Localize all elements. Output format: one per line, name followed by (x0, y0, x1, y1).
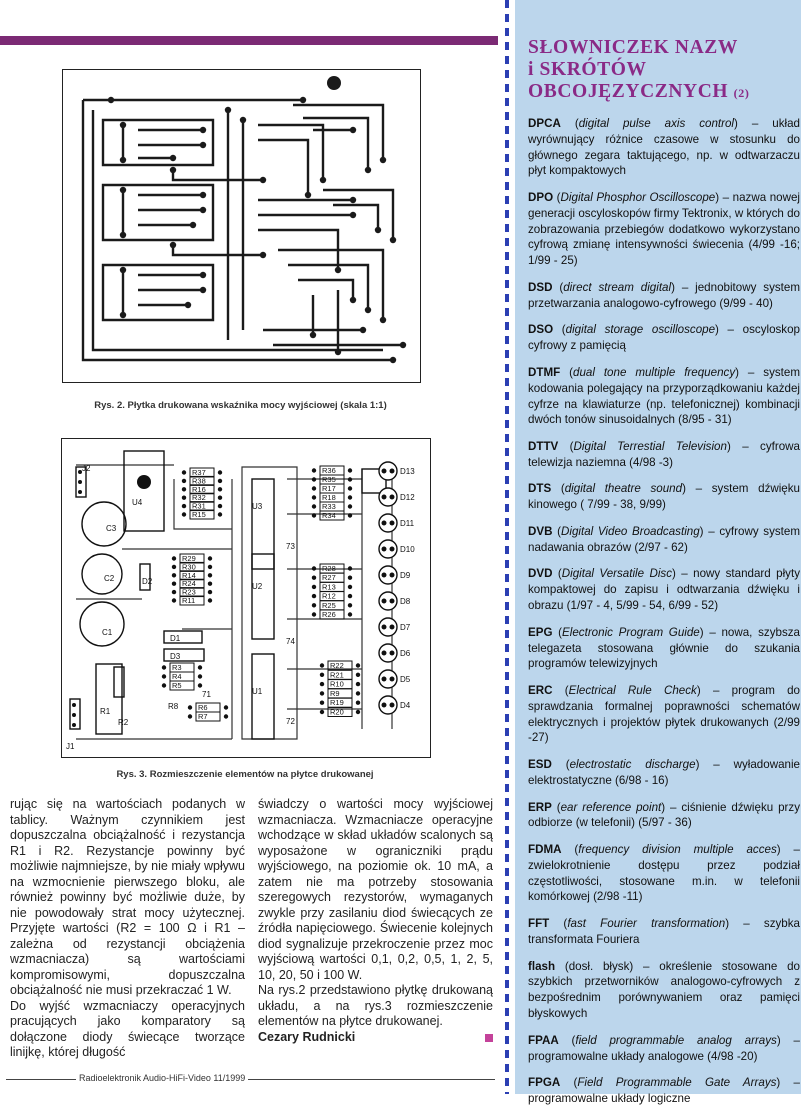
led-pad (382, 573, 387, 578)
footer-text: Radioelektronik Audio-HiFi-Video 11/1999 (76, 1073, 248, 1083)
resistor-pad (312, 513, 316, 517)
glossary-description: – szybka transformata Fouriera (528, 917, 800, 946)
resistor-pad (320, 691, 324, 695)
resistor-pad (312, 585, 316, 589)
glossary-expansion: electrostatic discharge (569, 758, 696, 772)
resistor-pad (312, 495, 316, 499)
glossary-entry: FDMA (frequency division multiple acces) – zwielokrotnienie dostępu przez podział częstotliwości, stosowane m.in. w telefonii komórkowej (2/98 -11) (528, 843, 801, 904)
resistor-label: R33 (322, 502, 336, 511)
resistor-label: R3 (172, 663, 182, 672)
glossary-description: – programowalne układy logiczne (528, 1076, 800, 1105)
glossary-term: DSD (528, 280, 553, 294)
resistor-label: R28 (322, 564, 336, 573)
glossary-term: DVD (528, 567, 553, 581)
resistor-pad (348, 603, 352, 607)
resistor-pad (348, 566, 352, 570)
resistor-pad (172, 590, 176, 594)
led-pad (390, 651, 395, 656)
resistor-pad (198, 683, 202, 687)
glossary-entry: FPAA (field programmable analog arrays) – programowalne układy analogowe (4/98 -20) (528, 1033, 800, 1063)
resistor-pad (172, 598, 176, 602)
resistor-label: R5 (172, 681, 182, 690)
label-U3: U3 (252, 502, 263, 511)
component-layout-figure (61, 438, 431, 758)
article-column-2 (258, 797, 493, 1045)
label-J1: J1 (66, 742, 75, 751)
end-of-article-mark (485, 1034, 493, 1042)
label-R8: R8 (168, 702, 179, 711)
glossary-entry: DSO (digital storage oscilloscope) – oscyloskop cyfrowy z pamięcią (528, 323, 801, 353)
glossary-description: – nazwa nowej generacji oscyloskopów firmy Tektronix, w których do zobrazowania przebiegów dodatkowo wykorzystano cyfrową zmianę intensywności świecenia (4/99 -16; 1/99 - 25) (528, 191, 800, 268)
resistor-pad (224, 714, 228, 718)
glossary-entry: DPO (Digital Phosphor Oscilloscope) – nazwa nowej generacji oscyloskopów firmy Tektronix, w których do zobrazowania przebiegów dodatkowo wykorzystano cyfrową zmianę intensywności świecenia (4/99 -16; 1/99 - 25) (528, 191, 800, 268)
led-label: D11 (400, 519, 415, 528)
resistor-label: R15 (192, 510, 206, 519)
led-label: D4 (400, 701, 411, 710)
glossary-entries (528, 116, 800, 1118)
led-pad (390, 495, 395, 500)
resistor-pad (208, 565, 212, 569)
label-Z74: 74 (286, 637, 295, 646)
glossary-entry: DVD (Digital Versatile Disc) – nowy standard płyty kompaktowej do zapisu i odtwarzania dźwięku i obrazu (1/97 - 4, 5/99 - 54, 6/99 - 52) (528, 567, 800, 613)
resistor-pad (162, 674, 166, 678)
glossary-expansion: dual tone multiple frequency (573, 365, 736, 379)
resistor-label: R16 (192, 484, 206, 494)
resistor-pad (348, 477, 352, 481)
label-J2: J2 (82, 464, 91, 473)
resistor-pad (312, 576, 316, 580)
resistor-label: R26 (322, 610, 336, 619)
resistor-label: R23 (182, 587, 196, 597)
led-pad (382, 651, 387, 656)
glossary-entry: ESD (electrostatic discharge) – wyładowanie elektrostatyczne (6/98 - 16) (528, 758, 800, 787)
component-layout-drawing (62, 439, 430, 757)
resistor-label: R36 (322, 466, 336, 475)
label-C2: C2 (104, 574, 115, 583)
led-pad (390, 573, 395, 578)
led-pad (382, 703, 387, 708)
resistor-pad (312, 594, 316, 598)
glossary-sidebar (515, 0, 801, 1105)
glossary-entry: DTS (digital theatre sound) – system dźwięku kinowego ( 7/99 - 38, 9/99) (528, 482, 801, 512)
glossary-term: FPAA (528, 1033, 559, 1047)
resistor-label: R24 (182, 579, 196, 589)
resistor-pad (312, 504, 316, 508)
glossary-entry: FPGA (Field Programmable Gate Arrays) – programowalne układy logiczne (528, 1076, 800, 1105)
resistor-pad (198, 674, 202, 678)
figure-caption-layout: Rys. 3. Rozmieszczenie elementów na płytce drukowanej (116, 769, 374, 780)
resistor-label: R22 (330, 661, 344, 670)
resistor-pad (224, 705, 228, 709)
resistor-pad (172, 573, 176, 577)
glossary-description: – wyładowanie elektrostatyczne (6/98 - 16) (528, 758, 800, 787)
paragraph: rując się na wartościach podanych w tablicy. Ważnym czynnikiem jest dopuszczalna obciążalność i rezystancja R1 i R2. Rezystancje powinny być możliwie najmniejsze, by nie miały wpływu na wzmocnienie pierwszego bloku, ale również powinny być możliwie duże, by nie powodowały strat mocy użytecznej. Przyjęte wartości (R2 = 100 Ω i R1 – zależna od rezystancji obciążenia wzmacniacza) są wartościami kompromisowymi, dopuszczalna obciążalność nie musi przekraczać 1 W. (10, 797, 245, 997)
resistor-label: R10 (330, 679, 344, 689)
sidebar-title (528, 37, 798, 104)
resistor-pad (172, 565, 176, 569)
resistor-pad (348, 468, 352, 472)
resistor-label: R38 (192, 476, 206, 486)
figure-caption-pcb: Rys. 2. Płytka drukowana wskaźnika mocy wyjściowej (skala 1:1) (94, 400, 387, 411)
led-label: D12 (400, 493, 415, 502)
resistor-pad (218, 487, 222, 491)
led-pad (382, 495, 387, 500)
led-label: D8 (400, 597, 411, 606)
glossary-expansion: Digital Phosphor Oscilloscope (560, 191, 716, 205)
glossary-term: DVB (528, 524, 553, 538)
glossary-expansion: digital pulse axis control (578, 117, 735, 130)
label-C3: C3 (106, 524, 117, 533)
glossary-term: DTTV (528, 440, 559, 453)
resistor-pad (188, 705, 192, 709)
resistor-label: R19 (330, 698, 344, 708)
glossary-description: – programowalne układy analogowe (4/98 -20) (528, 1033, 800, 1063)
glossary-entry: DTTV (Digital Terrestial Television) – cyfrowa telewizja naziemna (4/98 -3) (528, 440, 800, 469)
resistor-pad (208, 590, 212, 594)
resistor-pad (208, 582, 212, 586)
resistor-label: R21 (330, 670, 344, 680)
glossary-term: FDMA (528, 843, 562, 857)
glossary-description: – system kodowania polegający na przyporządkowaniu każdej cyfrze na klawiaturze (np. telefonicznej) kombinacji dwóch tonów sinusoidalnych (8/95 - 31) (528, 365, 801, 427)
resistor-pad (320, 710, 324, 714)
led-pad (390, 599, 395, 604)
resistor-pad (182, 512, 186, 516)
glossary-term: DPO (528, 191, 554, 205)
led-pad (390, 469, 395, 474)
glossary-term: ESD (528, 758, 552, 772)
resistor-pad (356, 691, 360, 695)
title-number: (2) (733, 86, 750, 100)
resistor-label: R12 (322, 591, 336, 601)
resistor-pad (208, 598, 212, 602)
glossary-description: – jednobitowy system przetwarzania analogowo-cyfrowego (9/99 - 40) (528, 280, 800, 310)
resistor-label: R7 (198, 712, 208, 721)
resistor-pad (348, 576, 352, 580)
resistor-pad (312, 477, 316, 481)
label-U1: U1 (252, 687, 263, 696)
glossary-expansion: Digital Terrestial Television (573, 440, 727, 453)
resistor-label: R37 (192, 468, 206, 477)
resistor-pad (312, 612, 316, 616)
resistor-pad (312, 486, 316, 490)
resistor-pad (348, 495, 352, 499)
resistor-label: R14 (182, 570, 196, 580)
glossary-description: – cyfrowy system nadawania obrazów (2/97 - 62) (528, 524, 800, 554)
resistor-label: R29 (182, 554, 196, 563)
glossary-term: DSO (528, 323, 554, 337)
label-Z72: 72 (286, 717, 295, 726)
paragraph: Do wyjść wzmacniaczy operacyjnych pracujących jako komparatory są dołączone diody świecące tworzące linijkę, której długość (10, 998, 245, 1059)
resistor-pad (208, 573, 212, 577)
label-D2: D2 (142, 577, 153, 586)
resistor-label: R27 (322, 573, 336, 583)
resistor-pad (320, 673, 324, 677)
glossary-expansion: digital theatre sound (564, 482, 683, 496)
resistor-label: R35 (322, 475, 336, 484)
resistor-pad (182, 479, 186, 483)
resistor-label: R20 (330, 707, 344, 717)
glossary-expansion: ear reference point (560, 800, 662, 814)
paragraph: Na rys.2 przedstawiono płytkę drukowaną układu, a na rys.3 rozmieszczenie elementów na płytce drukowanej. (258, 983, 493, 1028)
resistor-pad (182, 487, 186, 491)
resistor-pad (182, 496, 186, 500)
column-divider (505, 0, 509, 1094)
resistor-pad (172, 556, 176, 560)
led-label: D6 (400, 649, 411, 658)
resistor-pad (348, 513, 352, 517)
resistor-pad (356, 682, 360, 686)
resistor-pad (218, 479, 222, 483)
glossary-term: FFT (528, 917, 550, 931)
resistor-pad (188, 714, 192, 718)
resistor-label: R13 (322, 582, 336, 592)
label-Z71: 71 (202, 690, 211, 699)
glossary-description: (dosł. błysk) – określenie stosowane do szybkich przetworników analogowo-cyfrowych z bezpośrednim porównywaniem oraz pamięci błyskowych (528, 959, 800, 1021)
glossary-expansion: fast Fourier transformation (567, 917, 726, 931)
led-label: D13 (400, 467, 415, 476)
resistor-label: R17 (322, 484, 336, 493)
glossary-entry: DVB (Digital Video Broadcasting) – cyfrowy system nadawania obrazów (2/97 - 62) (528, 524, 800, 554)
title-line: i SKRÓTÓW (528, 59, 647, 80)
glossary-expansion: Field Programmable Gate Arrays (577, 1076, 777, 1090)
resistor-pad (356, 710, 360, 714)
glossary-entry: DPCA (digital pulse axis control) – układ wyrównujący różnice czasowe w stosunku do głównego zegara taktującego, np. w odtwarzaczu płyt kompaktowych (528, 117, 800, 178)
led-pad (382, 599, 387, 604)
led-pad (390, 625, 395, 630)
glossary-entry: DSD (direct stream digital) – jednobitowy system przetwarzania analogowo-cyfrowego (9/99 - 40) (528, 280, 800, 310)
led-label: D9 (400, 571, 411, 580)
glossary-description: – nowy standard płyty kompaktowej do zapisu i odtwarzania dźwięku i obrazu (1/97 - 4, 5/99 - 54, 6/99 - 52) (528, 567, 800, 613)
led-pad (390, 521, 395, 526)
glossary-expansion: digital storage oscilloscope (565, 323, 716, 337)
resistor-pad (320, 663, 324, 667)
glossary-expansion: field programmable analog arrays (575, 1033, 777, 1047)
glossary-entry: DTMF (dual tone multiple frequency) – system kodowania polegający na przyporządkowaniu każdej cyfrze na klawiaturze (np. telefonicznej) kombinacji dwóch tonów sinusoidalnych (8/95 - 31) (528, 365, 801, 427)
pcb-trace-drawing (63, 70, 420, 382)
resistor-pad (198, 665, 202, 669)
resistor-pad (320, 682, 324, 686)
led-pad (382, 677, 387, 682)
glossary-term: DPCA (528, 117, 561, 130)
glossary-entry: ERP (ear reference point) – ciśnienie dźwięku przy odbiorze (w telefonii) (5/97 - 36) (528, 800, 800, 830)
resistor-label: R31 (192, 501, 206, 511)
glossary-description: – cyfrowa telewizja naziemna (4/98 -3) (528, 440, 800, 469)
label-Z73: 73 (286, 542, 295, 551)
glossary-term: FPGA (528, 1076, 561, 1090)
label-U4: U4 (132, 498, 143, 507)
glossary-term: ERC (528, 684, 553, 698)
resistor-pad (320, 701, 324, 705)
glossary-description: – zwielokrotnienie dostępu przez podział częstotliwości, stosowane m.in. w telefonii komórkowej (2/98 -11) (528, 843, 801, 904)
led-pad (390, 547, 395, 552)
label-C1: C1 (102, 628, 113, 637)
glossary-description: – system dźwięku kinowego ( 7/99 - 38, 9/99) (528, 482, 801, 512)
glossary-expansion: direct stream digital (563, 280, 672, 294)
glossary-entry: FFT (fast Fourier transformation) – szybka transformata Fouriera (528, 917, 800, 946)
led-label: D5 (400, 675, 411, 684)
led-pad (382, 547, 387, 552)
glossary-expansion: Digital Video Broadcasting (561, 524, 700, 538)
author-name: Cezary Rudnicki (258, 1029, 356, 1044)
title-line: OBCOJĘZYCZNYCH (528, 81, 729, 102)
glossary-term: DTMF (528, 365, 561, 379)
led-pad (382, 625, 387, 630)
resistor-pad (218, 504, 222, 508)
resistor-pad (348, 612, 352, 616)
resistor-pad (348, 585, 352, 589)
led-pad (390, 677, 395, 682)
glossary-expansion: Electrical Rule Check (568, 684, 697, 698)
glossary-expansion: frequency division multiple acces (578, 843, 777, 857)
resistor-label: R11 (182, 596, 196, 605)
resistor-label: R32 (192, 493, 206, 503)
led-pad (382, 469, 387, 474)
resistor-label: R6 (198, 703, 208, 712)
label-U2: U2 (252, 582, 263, 591)
glossary-term: EPG (528, 625, 553, 639)
paragraph: świadczy o wartości mocy wyjściowej wzmacniacza. Wzmacniacze operacyjne wchodzące w skład układów scalonych są wyposażone w ograniczniki prądu wyjściowego, na poziomie ok. 10 mA, a zatem nie ma potrzeby stosowania szeregowych rezystorów, wymaganych zwykle przy zasilaniu diod świecących ze źródła napięciowego. Świecenie kolejnych diod sygnalizuje przekroczenie przez moc wyjściową wartości 0,1, 0,2, 0,5, 1, 2, 5, 10, 20, 50 i 100 W. (258, 797, 493, 982)
resistor-pad (218, 512, 222, 516)
glossary-term: flash (528, 959, 556, 973)
glossary-description: – układ wyrównujący różnice czasowe w stosunku do głównego zegara taktującego, np. w odtwarzaczu płyt kompaktowych (528, 117, 800, 178)
glossary-description: – ciśnienie dźwięku przy odbiorze (w telefonii) (5/97 - 36) (528, 800, 800, 830)
resistor-pad (348, 504, 352, 508)
resistor-pad (348, 594, 352, 598)
resistor-pad (182, 504, 186, 508)
led-label: D7 (400, 623, 411, 632)
resistor-label: R30 (182, 562, 196, 572)
resistor-pad (182, 470, 186, 474)
label-R2: R2 (118, 718, 129, 727)
resistor-pad (208, 556, 212, 560)
resistor-pad (162, 683, 166, 687)
glossary-term: ERP (528, 800, 552, 814)
led-label: D10 (400, 545, 415, 554)
label-D1: D1 (170, 634, 181, 643)
glossary-description: – nowa, szybsza telegazeta stosowana głównie do szukania programów telewizyjnych (528, 625, 800, 671)
resistor-pad (312, 566, 316, 570)
glossary-expansion: Digital Versatile Disc (561, 567, 673, 581)
resistor-pad (356, 701, 360, 705)
glossary-entry: ERC (Electrical Rule Check) – program do sprawdzania formalnej poprawności schematów elektrycznych i projektów płytek drukowanych (2/99 -27) (528, 684, 800, 745)
resistor-pad (312, 603, 316, 607)
resistor-pad (356, 663, 360, 667)
resistor-label: R9 (330, 688, 340, 698)
resistor-pad (348, 486, 352, 490)
resistor-label: R4 (172, 672, 182, 681)
resistor-label: R25 (322, 600, 336, 610)
glossary-entry: EPG (Electronic Program Guide) – nowa, szybsza telegazeta stosowana głównie do szukania programów telewizyjnych (528, 625, 800, 671)
label-D3: D3 (170, 652, 181, 661)
led-pad (382, 521, 387, 526)
resistor-pad (356, 673, 360, 677)
resistor-pad (172, 582, 176, 586)
glossary-description: – oscyloskop cyfrowy z pamięcią (528, 323, 801, 353)
pcb-trace-figure (62, 69, 421, 383)
resistor-label: R18 (322, 493, 336, 502)
article-column-1 (10, 797, 245, 1061)
label-R1: R1 (100, 707, 111, 716)
resistor-pad (218, 470, 222, 474)
led-pad (390, 703, 395, 708)
glossary-term: DTS (528, 482, 552, 496)
header-accent-bar (0, 36, 498, 45)
glossary-description: – program do sprawdzania formalnej poprawności schematów elektrycznych i projektów płytek drukowanych (2/99 -27) (528, 684, 800, 745)
resistor-pad (162, 665, 166, 669)
title-line: SŁOWNICZEK NAZW (528, 37, 738, 58)
resistor-pad (218, 496, 222, 500)
glossary-expansion: Electronic Program Guide (562, 625, 700, 639)
resistor-pad (312, 468, 316, 472)
resistor-label: R34 (322, 511, 336, 520)
glossary-entry (528, 959, 800, 1022)
